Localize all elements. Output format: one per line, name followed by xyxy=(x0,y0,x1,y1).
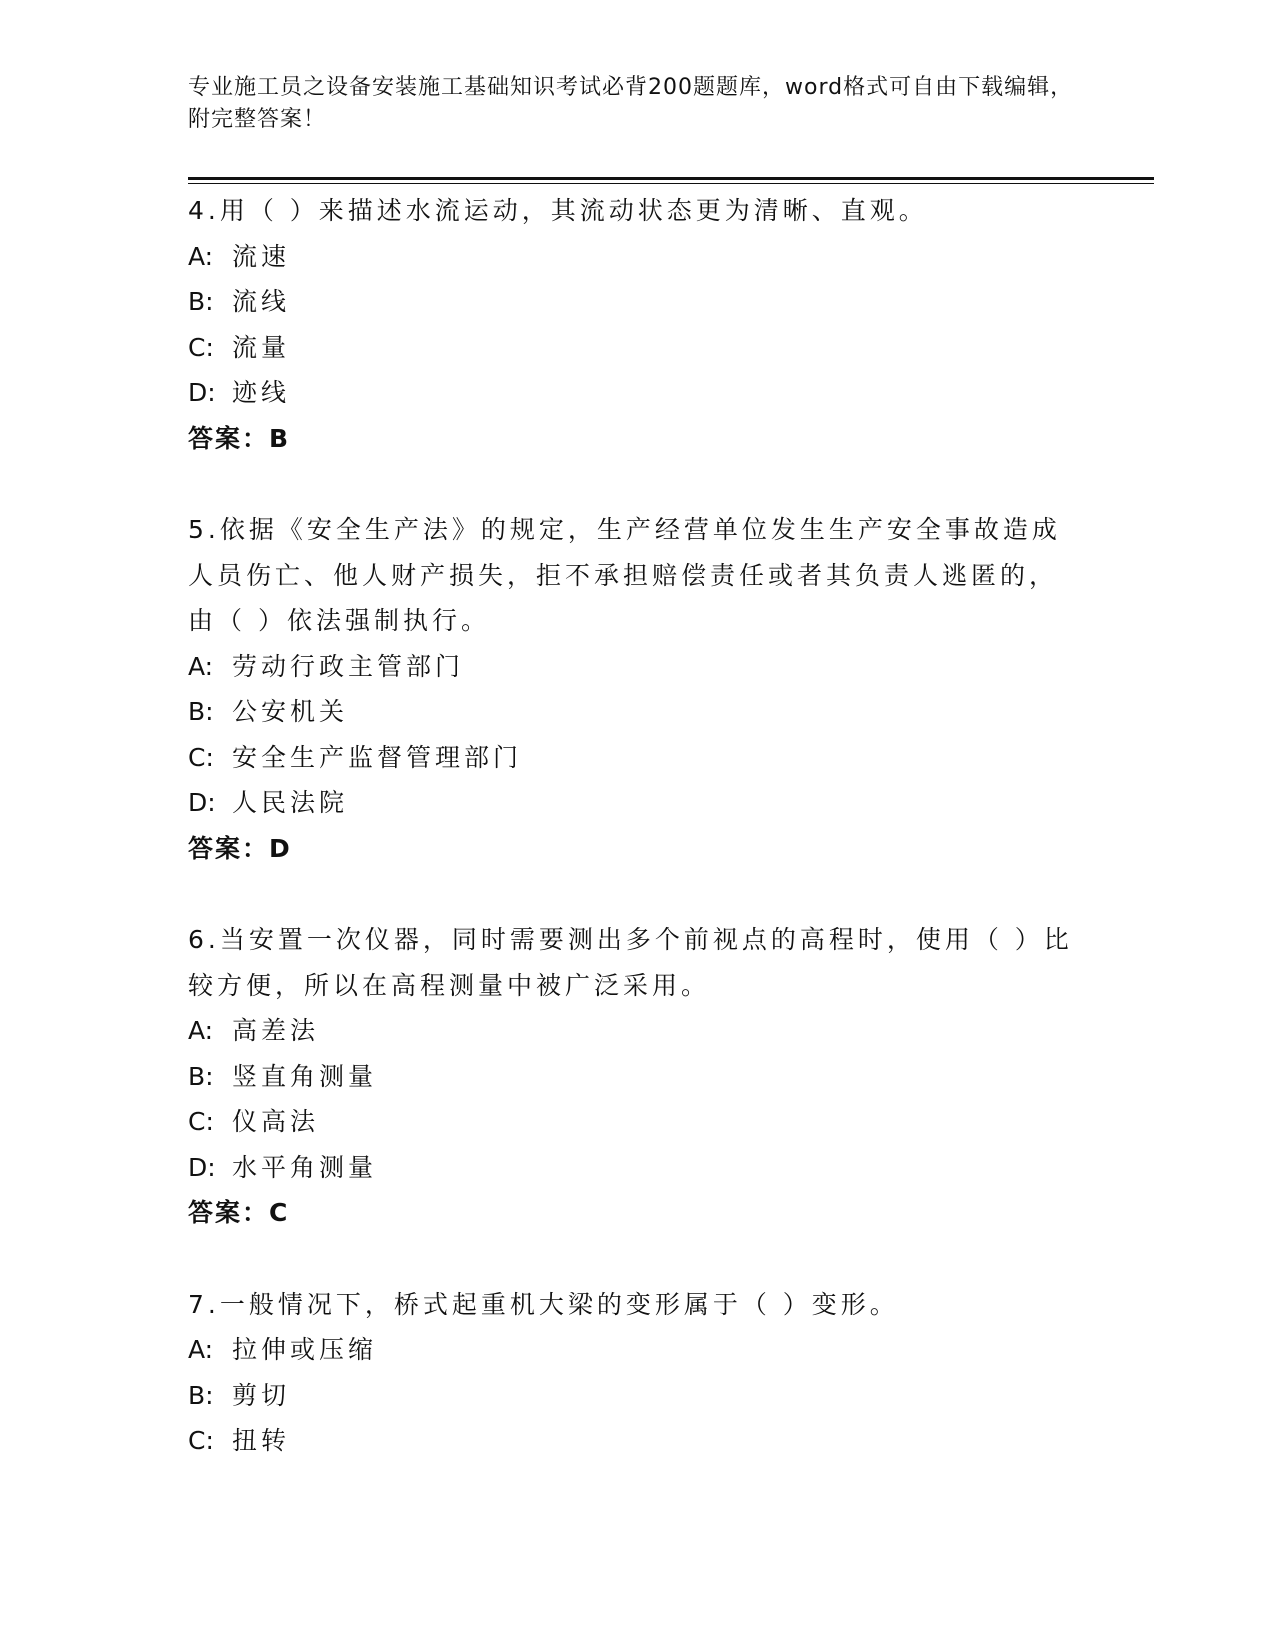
option-label: A: xyxy=(188,1335,214,1364)
option-label: A: xyxy=(188,1016,214,1045)
question-text: 7.一般情况下，桥式起重机大梁的变形属于（ ）变形。 xyxy=(188,1289,899,1319)
question-item xyxy=(188,1282,1078,1464)
option-label: A: xyxy=(188,651,214,681)
option-c xyxy=(188,735,1078,781)
option-label: C: xyxy=(188,332,214,362)
option-label: B: xyxy=(188,1061,214,1091)
option-text: 流速 xyxy=(232,241,291,271)
option-text: 拉伸或压缩 xyxy=(232,1335,378,1364)
option-text: 人民法院 xyxy=(232,788,349,817)
option-label: B: xyxy=(188,697,214,726)
question-item xyxy=(188,507,1078,871)
option-b xyxy=(188,689,1078,735)
option-text: 高差法 xyxy=(232,1016,320,1045)
option-label: D: xyxy=(188,1152,216,1182)
option-c xyxy=(188,1418,1078,1464)
option-a xyxy=(188,644,1078,690)
question-text: 5.依据《安全生产法》的规定，生产经营单位发生生产安全事故造成人员伤亡、他人财产损失，拒不承担赔偿责任或者其负责人逃匿的，由（ ）依法强制执行。 xyxy=(188,515,1061,635)
option-b xyxy=(188,279,1078,325)
question-item xyxy=(188,188,1078,461)
option-text: 水平角测量 xyxy=(232,1152,378,1182)
option-text: 扭转 xyxy=(232,1426,291,1455)
option-label: D: xyxy=(188,378,216,407)
option-a xyxy=(188,1008,1078,1054)
option-label: A: xyxy=(188,241,214,271)
option-text: 迹线 xyxy=(232,378,291,407)
option-d xyxy=(188,1145,1078,1191)
option-c xyxy=(188,325,1078,371)
option-text: 仪高法 xyxy=(232,1107,320,1136)
option-label: B: xyxy=(188,287,214,316)
option-text: 安全生产监督管理部门 xyxy=(232,742,523,772)
question-text: 4.用（ ）来描述水流运动，其流动状态更为清晰、直观。 xyxy=(188,196,928,225)
option-a xyxy=(188,1327,1078,1373)
option-label: C: xyxy=(188,742,214,772)
option-text: 公安机关 xyxy=(232,697,349,726)
option-text: 流线 xyxy=(232,287,291,316)
option-text: 竖直角测量 xyxy=(232,1061,378,1091)
question-text: 6.当安置一次仪器，同时需要测出多个前视点的高程时，使用（ ）比较方便，所以在高程测量中被广泛采用。 xyxy=(188,925,1073,1000)
option-c xyxy=(188,1099,1078,1145)
header-divider-thin xyxy=(188,183,1154,184)
document-header-title: 专业施工员之设备安装施工基础知识考试必背200题题库，word格式可自由下载编辑，附完整答案！ xyxy=(188,75,1074,132)
question-list xyxy=(188,188,1078,1510)
option-d xyxy=(188,780,1078,826)
option-b xyxy=(188,1373,1078,1419)
answer-text: 答案：C xyxy=(188,1198,290,1227)
option-text: 流量 xyxy=(232,332,291,362)
option-text: 劳动行政主管部门 xyxy=(232,651,465,681)
option-text: 剪切 xyxy=(232,1380,291,1410)
header-divider-thick xyxy=(188,177,1154,180)
option-d xyxy=(188,370,1078,416)
option-a xyxy=(188,234,1078,280)
option-label: C: xyxy=(188,1426,214,1455)
answer-text: 答案：D xyxy=(188,833,292,863)
option-label: D: xyxy=(188,788,216,817)
answer-text: 答案：B xyxy=(188,423,291,453)
option-b xyxy=(188,1054,1078,1100)
option-label: B: xyxy=(188,1380,214,1410)
question-item xyxy=(188,917,1078,1236)
option-label: C: xyxy=(188,1107,214,1136)
